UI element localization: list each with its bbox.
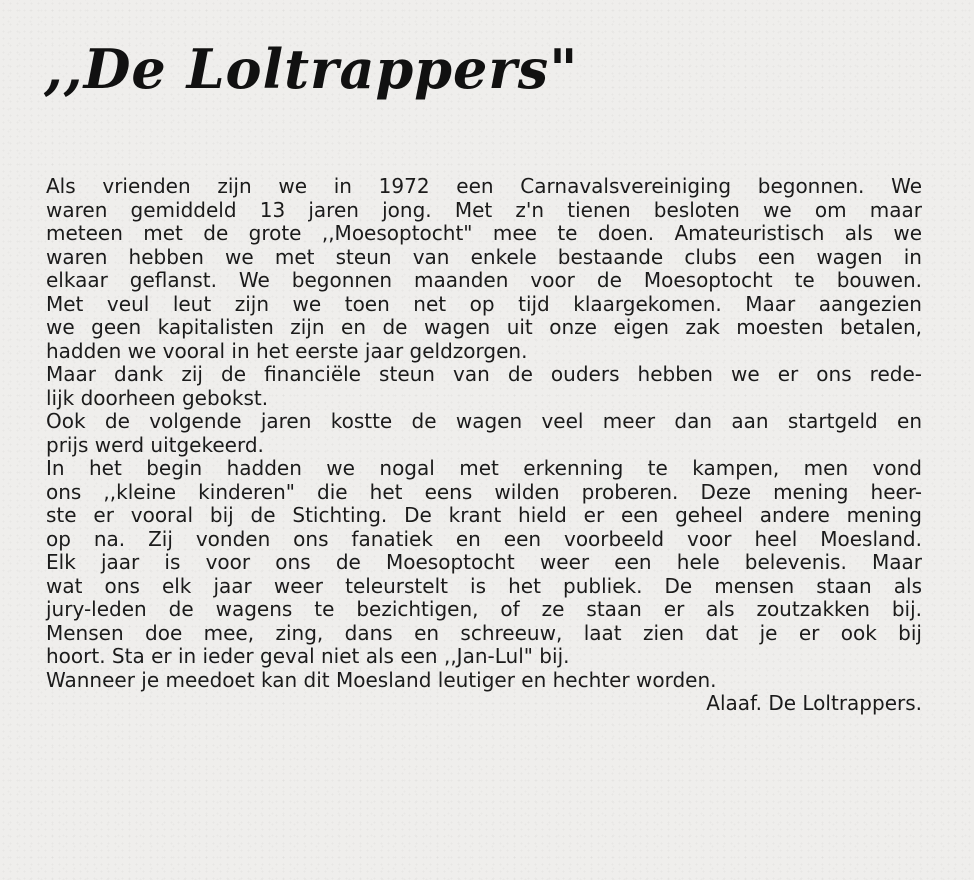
text-line: lijk doorheen gebokst.: [46, 385, 269, 410]
text-line: op na. Zij vonden ons fanatiek en een voorbeeld voor heel Moesland.: [46, 526, 922, 551]
text-line: ste er vooral bij de Stichting. De krant hield er een geheel andere mening: [46, 503, 922, 527]
text-line: we geen kapitalisten zijn en de wagen uit onze eigen zak moesten betalen,: [46, 315, 922, 339]
text-line: Mensen doe mee, zing, dans en schreeuw, laat zien dat je er ook bij: [46, 620, 922, 645]
text-line: Maar dank zij de financiële steun van de ouders hebben we er ons rede-: [46, 362, 922, 386]
text-line: wat ons elk jaar weer teleurstelt is het publiek. De mensen staan als: [46, 573, 922, 598]
text-line: Als vrienden zijn we in 1972 een Carnavalsvereiniging begonnen. We: [46, 174, 922, 198]
text-line: Met veul leut zijn we toen net op tijd klaargekomen. Maar aangezien: [46, 291, 922, 316]
text-line: jury-leden de wagens te bezichtigen, of ze staan er als zoutzakken bij.: [46, 597, 922, 621]
text-line: Elk jaar is voor ons de Moesoptocht weer een hele belevenis. Maar: [46, 550, 922, 574]
text-line: prijs werd uitgekeerd.: [46, 432, 264, 457]
text-line: In het begin hadden we nogal met erkenning te kampen, men vond: [46, 456, 922, 480]
text-line: Ook de volgende jaren kostte de wagen veel meer dan aan startgeld en: [46, 409, 922, 433]
text-line: waren gemiddeld 13 jaren jong. Met z'n tienen besloten we om maar: [46, 197, 922, 222]
document-body: [46, 175, 922, 716]
text-line: waren hebben we met steun van enkele bestaande clubs een wagen in: [46, 244, 922, 269]
text-line: hadden we vooral in het eerste jaar geldzorgen.: [46, 338, 528, 363]
document-title: ,,De Loltrappers": [44, 37, 579, 101]
text-line: meteen met de grote ,,Moesoptocht" mee te doen. Amateuristisch als we: [46, 221, 922, 245]
text-line: hoort. Sta er in ieder geval niet als een ,,Jan-Lul" bij.: [46, 644, 570, 668]
text-line: Wanneer je meedoet kan dit Moesland leutiger en hechter worden.: [46, 667, 717, 692]
text-line: ons ,,kleine kinderen" die het eens wilden proberen. Deze mening heer-: [46, 479, 922, 504]
signature-line: Alaaf. De Loltrappers.: [706, 691, 922, 715]
text-line: elkaar geflanst. We begonnen maanden voor de Moesoptocht te bouwen.: [46, 268, 922, 292]
